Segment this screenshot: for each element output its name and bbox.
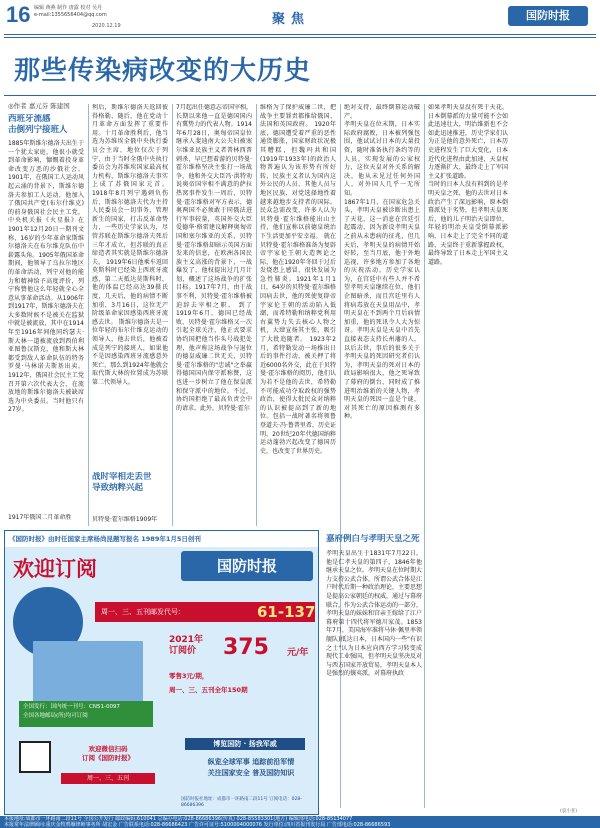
footer-line-2: 本报常年法律顾问:重庆金牧鸦雁律师事务所 胡宏金 广告联系电话:028-86686423 广告许可证号:5100004000076 发行单位:四川省报刊发行局 广告部电话:028-86686593 — [4, 822, 391, 828]
subheading-1: 西班牙流感 击倒列宁接班人 — [8, 114, 68, 135]
subheading-3-block — [326, 534, 426, 548]
article-column-2: 利后，斯维尔德洛夫返回彼得格勒，随后，他在党动十月革命方面发挥了重要作用。十月革命胜利后，他当选为苏维埃全俄中央执行委员会主席，地位仅次于列宁，由于当时全俄中央执行委员会为苏维埃国家最高权力机构，斯维尔德洛夫事实上成了苏俄国家元首。 1918年8月列宁遇刺负伤后，斯维尔德洛夫代为主持人民委员会一切事务，管理新生的国家，打击反革命势力，一些历史学家认为，尽管苏联在斯维尔德洛夫死后三年才成立，但苏联的真正缔造者其实就是斯维尔德洛夫。 1919年6日他乘车返回莫斯科时已经染上西班牙流感，第二天抵达莫斯科时，他的体温已经高达39摄氏度，几天后，他的病情不断加重，3月16日，这位无产阶级革命家因感染西班牙流感去世。 斯维尔德洛夫是一位年轻的布尔什维克运动的领导人，他去世后，他被看成是列宁的接班人，如果他不是因感染西班牙流感意外死亡，那么到1924年他就会取代斯大林的位置成为苏联第二代领导人。 — [92, 104, 168, 386]
ad-top-strip: 《国防时报》由时任国家主席杨尚昆题写报名 1989年1月5日创刊 — [5, 531, 318, 547]
column-1-tail: 1917年俄国二月革命胜 — [8, 514, 72, 521]
section-title: 聚焦 — [272, 12, 311, 27]
column-divider — [256, 104, 257, 526]
ad-retail-price: 零售3元/期， — [169, 672, 209, 680]
article-column-4: 维格为了保护威廉二世，把战争主要罪责都推给俄国、法国和英国政府。 1920年底，德国遭受着严重的恶性通货膨胀，国家财政状况极其糟糕，但魏玛共和国(1919年1933年)的政治人物普遍认为该形势有所好转，民族主义者认为国内这外公民的人员，其他人员与地区民族，对党选择地性着越来越地步支持者的国际。民众急需改变，许多人认为贝特曼·霍尔维格能出山主持，他们宣称以前德皇统治下生活更加平安幸福。 就在贝特曼·霍尔维格准备为复辟帝宇家伦王朝大造舆论之际，他在1920年冬回于过后发烧患上感冒，很快发展为急性肺炎。1921年1月1日，64岁的贝特曼·霍尔维格因病去世，他的死使复辟帝宇家伦王朝的活动陷入低潮，而希特勒和纳粹党利用右翼势力失去核心人物之机，大肆宣扬其主张，吸引了大批追随者。 1923年2月，希特勒发动一场推出日后的事件行动，被关押了将近6000名外交，此在于贝特曼·霍尔维格的阅历，他们认为若不是他的去世，希特勒不可能成功夺取政权的强势政治，使得大批民众对纳粹的认识被提高到了新的地位。包括一战时著名将领鲁登道夫·冯·鲁普里希，历史证明，20世纪20年代德国纳粹运动蓬勃兴起改变了德国历史，也改变了世界历史。 — [260, 104, 336, 455]
footer-line-1: 本报地址:成都市一环路南二段11号 全国公开发行 邮政编码:610041 总编办电话:028-86686396(传真) 028-85583301(地方) 编辑部电话:028-85134077 — [4, 816, 353, 822]
issue-date: 2020.12.19 — [92, 23, 121, 29]
column-divider — [424, 104, 425, 808]
newspaper-logo: 国防时报 — [508, 6, 588, 26]
column-2-subheading-block — [92, 472, 168, 518]
subheading-2: 战时宰相走丢世 导致纳粹兴起 — [92, 472, 152, 493]
column-1-text: 1885年斯维尔德洛夫出生于一个犹太家庭，他很小就受到革命影响，慷慨着投身革命改变万恶的沙俄社会。1901年，在俄国工人运动风起云涌的背景下，斯维尔德洛夫参加工人运动，他加入了俄国共产党(布尔什维克)的前身俄国社会民主工党，中央机关报《火星报》在1901年12月20日一期刊文称，16岁的少年革命家斯维尔德洛夫在布尔维克队伍中崭露头角。1905年俄国革命期间，他领导了乌拉尔地区的革命活动，列宁对他的能力和精神给予高度评价，列宁称赞他这么年轻就全心全意从事革命活动。从1906年到1917年，斯维尔德洛夫在大多数时候不是被关在监狱中就是被流放，其中在1914年至1916年间他同约瑟夫·斯大林一道被流放到西伯利亚图鲁汉斯克，他和斯大林都受到敌人革命队伍的特务罗曼·马林诺夫斯基出卖。1912年，俄国社会民主工党召开第六次代表大会，在流放地的斯维尔德洛夫被缺席选为中央委员。当时他只有27岁。 — [8, 140, 84, 414]
ad-title: 欢迎订阅 — [13, 557, 97, 581]
subheading-3: 嘉府例白与孝明天皇之死 — [326, 534, 420, 544]
column-divider — [172, 104, 173, 526]
column-divider — [88, 104, 89, 526]
page-number: 16 — [6, 2, 31, 27]
ad-price-unit: 元/年 — [287, 648, 309, 658]
ad-building-image — [33, 641, 143, 701]
ad-issue-count: 周一、三、五刊全年150期 — [169, 686, 248, 694]
article-headline: 那些传染病改变的大历史 — [14, 56, 312, 86]
editor-info — [34, 5, 107, 19]
ad-logo: 国防时报 — [181, 551, 313, 581]
article-column-7: 如果孝明天皇没有死于天花，日本倒幕派的力量可能不会如此迅速壮大，明治维新也不会如此迅速推进，历史学家们认为正是他的意外死亡，日本历史进程发生了巨大变化，日本近代化进程由此加速，天皇权力逐渐扩大，最终走上了军国主义扩张道路。 当时的日本人没有料到的是孝明天皇之死，他的去世对日本政治产生了深远影响，原本倒幕派处于劣势，但孝明天皇死后，他的儿子明治天皇即位，年轻的明治天皇受倒幕派影响，日本走上了完全不同的道路，天皇终于重新掌握政权，最终导致了日本走上军国主义道路。 — [428, 104, 508, 266]
article-credit: (袁小亚) — [560, 809, 578, 814]
headline-rule — [4, 95, 596, 96]
article-authors: ◎作者 嘉元芬 陈建国 — [8, 102, 70, 110]
qr-code-icon — [19, 741, 51, 773]
header-rule-thin — [4, 37, 596, 38]
page-footer — [0, 816, 600, 828]
article-column-3: 7月起出任德意志帝国宰相，长期以来他一直是德国国内有冀势力的代表人物。1914年6月28日，奥匈帝国皇位继承人斐迪南大公夫妇被塞尔维亚民族主义者普林西普刺杀，早已想着游的贝特曼·霍尔维格坚决主张打一场战争，他和外交大臣冯·洪特劝说奥帝国宰相不满意的萨拉热窝事件发生一周后，贝特曼·霍尔维格对军方表示，德奥两国不必须敢于同俄法进行军事较量，英国外交大臣爱德华·格雷建议解释奥匈帝国和塞尔维亚的关系，贝特曼·霍尔维格却暗示英国方面发来的信息，在欧洲各国民族主义高涨的背景下，一战爆发了，他权提出过几月计划，概述了这场战争的扩张目标。1917年7月，由于战事不利，贝特曼·霍尔维格被迫辞去宰相之职。 到了1919年6月，德国已经战败，贝特曼·霍尔维格又一次引起全球关注，他正式要求协约国把他当作头号战犯处理，他声称这场战争与退位的德皇威廉二世无关，贝特曼·霍尔维格的"忠诚"之举赢得德国国内保守派称赞，这也进一步树立了他在保皇派和保守派中的地位。不过，协约国拒绝了最高负责会中的请求。此外，贝特曼·霍尔 — [176, 104, 252, 412]
ad-footer-text: 国防时报社地址：成都市一环路南二段11号 订阅电话：028-86686396 — [181, 797, 302, 808]
ad-schedule: 周一、三、五刊 — [61, 773, 155, 784]
page-header — [0, 0, 600, 36]
ad-banner: 周一、三、五刊邮发代号： — [95, 602, 315, 622]
subscription-ad — [4, 530, 319, 815]
ad-ribbon: 博览国防 · 扬我军威 — [185, 738, 305, 750]
column-2-tail: 贝特曼·霍尔维格1909年 — [92, 516, 158, 523]
article-column-5: 孝明天皇出生于1831年7月22日，他是仁孝天皇的第四子，1846年他继承天皇之位。孝明天皇在位时期大力支持公武合体，所谓公武合体是江户时代后期一种政治理论，主要思想是提高公家朝廷的权威，通过与幕府联合，作为公武合体运动的一部分，孝明天皇的妹妹和宫亲王嫁给了江户幕府第十四代将军德川家茂。1853年7月，美国海军准将马休·佩里率领舰队)抵达日本，日本国内一些"有识之士"认为日本应向西方学习转变成现代工业强国，但孝明天皇坚决反对与西方国家开放贸易，孝明天皇本人是强烈的攘夷派，对幕府执政 — [326, 550, 422, 678]
email-line: e-mail:1355656404@qq.com — [34, 12, 107, 18]
header-rule — [4, 34, 596, 35]
ad-price-label: 2021年 订阅价 — [169, 635, 204, 656]
article-column-6: 绝对支持，最终倒幕运动破产。 孝明天皇在位末期，日本实际政府腐败，日本被列强包围，他试试讨日本的大量投资，随时准备执行条约等的人员，实现发展的公家权力，这位天皇对外关系的解决，他从未见过任何外国人，对外国人几乎一无所知。 1867年1月，在国家危急关头，孝明天皇被诊断出患上了天花，这一消息在宫廷引起震动，因为新设孝明天皇之前从未患病的征兆，但几天后，孝明天皇的病情开始好转，至当月底，他于外地巡视，许多地方参加了各地的庆祝活动。历史学家认为，在宫廷中有些人并不希望孝明天皇继续在位，他们企图暗杀，而且宫廷里有人将病毒放在天皇用品中，孝明天皇在不到两个月后病情加重，他的死讯令人大为惊讶。孝明天皇是天皇中首先直接表态支持长州藩的人，以后去世，事后的很多关于孝明天皇的死因研究者们认为，孝明天皇的死对日本的政局影响很大，他之死导致了幕府的倒台，同时成了推进明治维新的关键人物，孝明天皇的死因一直是个谜，对其死亡的原因推测有多种。 — [344, 104, 420, 421]
editor-line: 编辑 蒋燕 制作 唐露 校对 吴丹 — [34, 5, 102, 11]
article-column-1 — [8, 114, 84, 528]
article-column-8 — [512, 104, 596, 804]
ad-distribution-info: 全国发行：国内统一刊号：CN51-0097 全国各地邮局(所)均可订阅 — [19, 701, 153, 727]
ad-wechat-text: 欢迎微信扫码 订阅《国防时报》 — [82, 745, 134, 762]
ad-postal-code: 61-137 — [257, 603, 316, 621]
ad-slogan: 纵览全球军事 追踪前沿军情 关注国家安全 普及国防知识 — [207, 758, 295, 777]
ad-price: 375 — [223, 635, 269, 660]
